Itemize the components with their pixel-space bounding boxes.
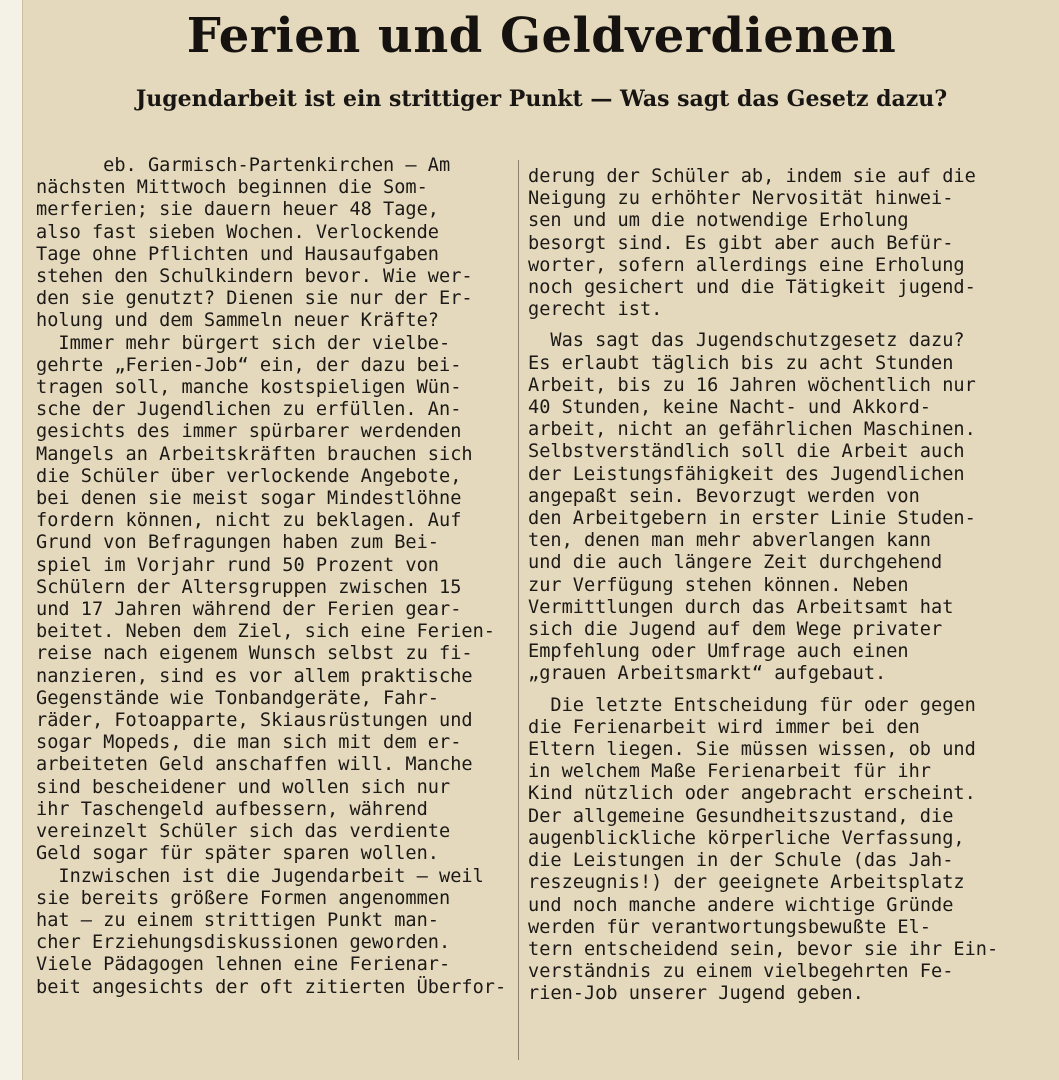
subheadline: Jugendarbeit ist ein strittiger Punkt — Was sagt das Gesetz dazu? [135,86,948,112]
column-divider [518,160,519,1060]
paragraph-6: Die letzte Entscheidung für oder gegen die Ferienarbeit wird immer bei den Eltern liegen. Sie müssen wissen, ob und in welchem Maße Ferienarbeit für ihr Kind nützlich oder angebracht erscheint. Der allgemeine Gesundheitszustand, die augenblickliche körperliche Verfassung, die Leistungen in der Schule (das Jah- reszeugnis!) der geeignete Arbeitsplatz und noch manche andere wichtige Gründe werden für verantwortungsbewußte El- tern entscheidend sein, bevor sie ihr Ein- verständnis zu einem vielbegehrten Fe- rien-Job unserer Jugend geben. [528,694,999,1005]
paragraph-5: Was sagt das Jugendschutzgesetz dazu? Es erlaubt täglich bis zu acht Stunden Arbeit, bis zu 16 Jahren wöchentlich nur 40 Stunden, keine Nacht- und Akkord- arbeit, nicht an gefährlichen Maschinen. Selbstverständlich soll die Arbeit auch der Leistungsfähigkeit des Jugendlichen angepaßt sein. Bevorzugt werden von den Arbeitgebern in erster Linie Studen- ten, denen man mehr abverlangen kann und die auch längere Zeit durchgehend zur Verfügung stehen können. Neben Vermittlungen durch das Arbeitsamt hat sich die Jugend auf dem Wege privater Empfehlung oder Umfrage auch einen „grauen Arbeitsmarkt“ aufgebaut. [528,330,976,685]
paragraph-3: Inzwischen ist die Jugendarbeit — weil sie bereits größere Formen angenommen hat — zu einem strittigen Punkt man- cher Erziehungsdiskussionen geworden. Viele Pädagogen lehnen eine Ferienar- beit angesichts der oft zitierten Überfor- [36,865,507,998]
paragraph-2: Immer mehr bürgert sich der vielbe- gehrte „Ferien-Job“ ein, der dazu bei- tragen soll, manche kostspieligen Wün- sche der Jugendlichen zu erfüllen. An- gesichts des immer spürbarer werdenden Mangels an Arbeitskräften brauchen sich die Schüler über verlockende Angebote, bei denen sie meist sogar Mindestlöhne fordern können, nicht zu beklagen. Auf Grund von Befragungen haben zum Bei- spiel im Vorjahr rund 50 Prozent von Schülern der Altersgruppen zwischen 15 und 17 Jahren während der Ferien gear- beitet. Neben dem Ziel, sich eine Ferien- reise nach eigenem Wunsch selbst zu fi- nanzieren, sind es vor allem praktische Gegenstände wie Tonbandgeräte, Fahr- räder, Fotoapparte, Skiausrüstungen und sogar Mopeds, die man sich mit dem er- arbeiteten Geld anschaffen will. Manche sind bescheidener und wollen sich nur ihr Taschengeld aufbessern, während vereinzelt Schüler sich das verdiente Geld sogar für später sparen wollen. [36,332,495,865]
left-column [36,155,516,999]
headline: Ferien und Geldverdienen [186,8,897,64]
right-column [528,166,1006,1006]
paragraph-1: eb. Garmisch-Partenkirchen — Am nächsten Mittwoch beginnen die Som- merferien; sie dauern heuer 48 Tage, also fast sieben Wochen. Verlockende Tage ohne Pflichten und Hausaufgaben stehen den Schulkindern bevor. Wie wer- den sie genutzt? Dienen sie nur der Er- holung und dem Sammeln neuer Kräfte? [36,155,473,332]
paragraph-4: derung der Schüler ab, indem sie auf die Neigung zu erhöhter Nervosität hinwei- sen und um die notwendige Erholung besorgt sind. Es gibt aber auch Befür- worter, sofern allerdings eine Erholung noch gesichert und die Tätigkeit jugend- gerecht ist. [528,166,976,321]
